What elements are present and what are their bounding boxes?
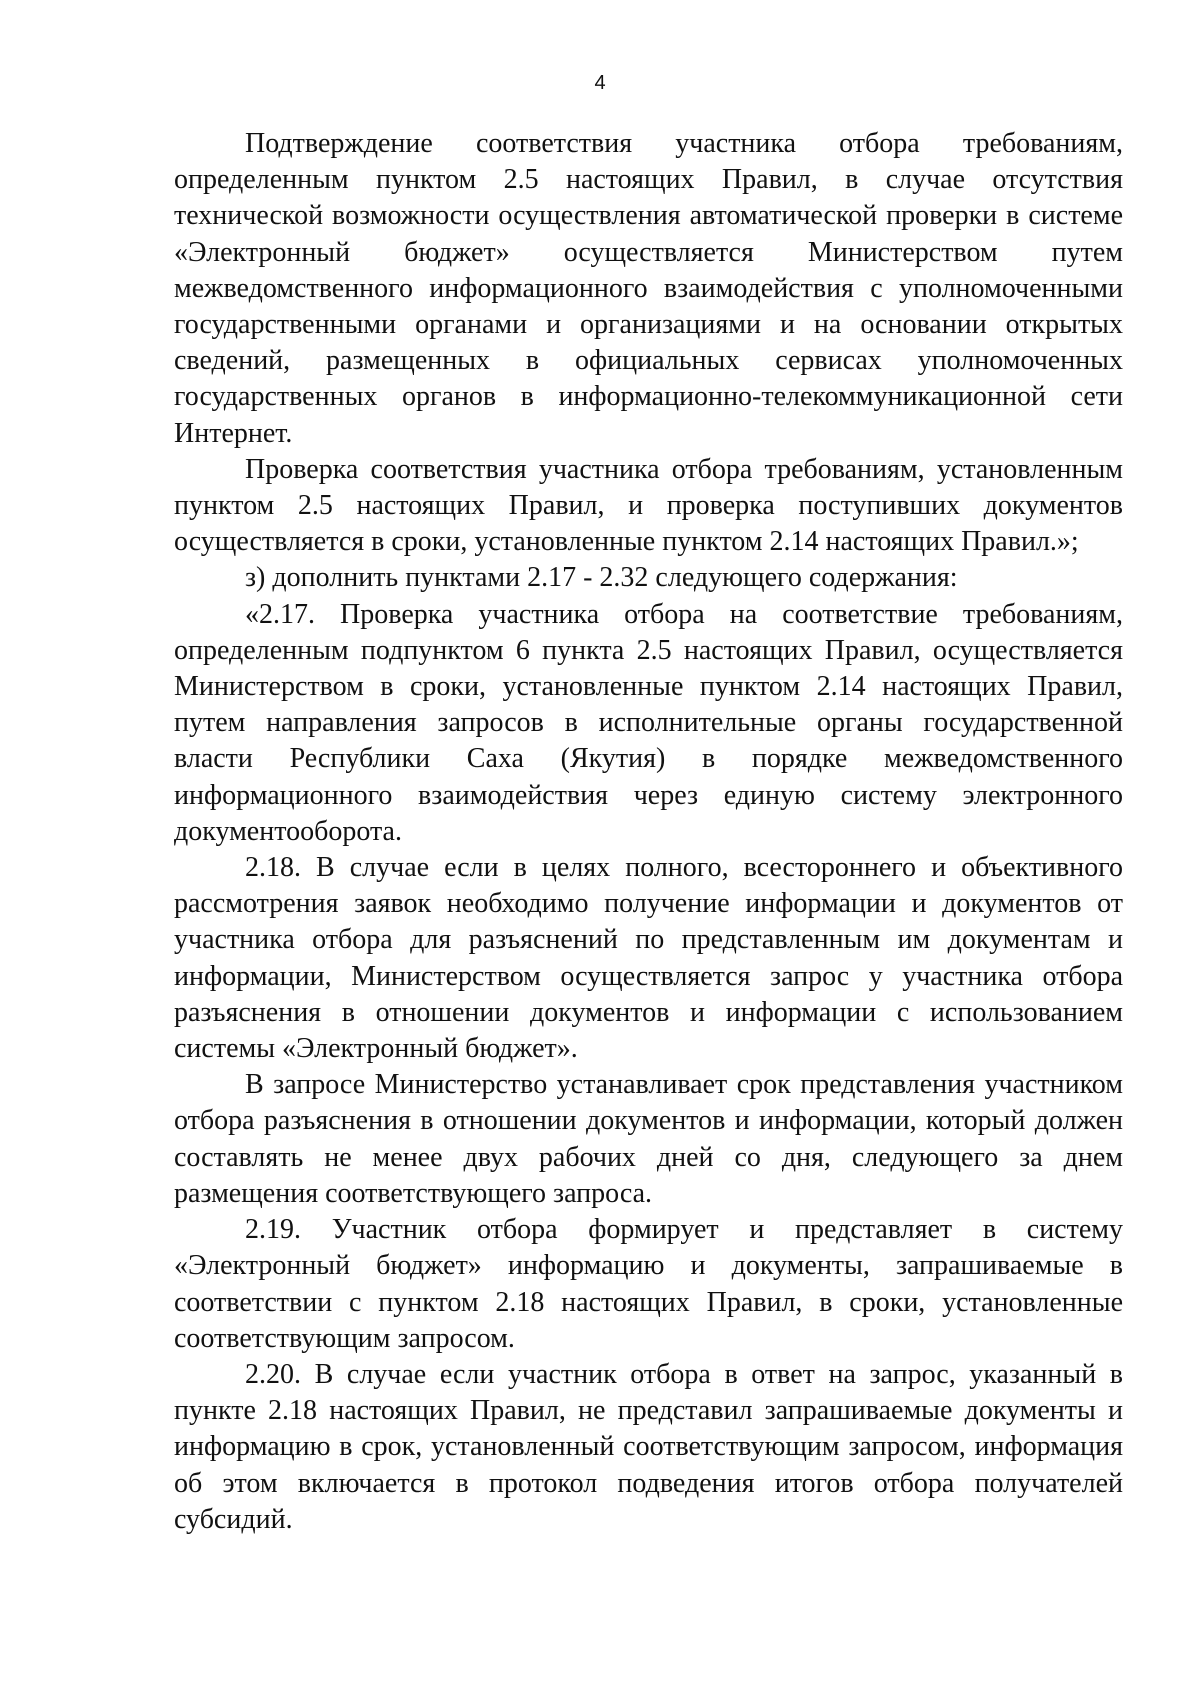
paragraph-2-17: «2.17. Проверка участника отбора на соответствие требованиям, определенным подпунктом 6 пункта 2.5 настоящих Правил, осуществляется Министерством в сроки, установленные пунктом 2.14 настоящих Правил, путем направления запросов в исполнительные органы государственной власти Республики Саха (Якутия) в порядке межведомственного информационного взаимодействия через единую систему электронного документооборота.: [174, 598, 1123, 847]
paragraph-confirmation: Подтверждение соответствия участника отбора требованиям, определенным пунктом 2.5 настоящих Правил, в случае отсутствия технической возможности осуществления автоматической проверки в системе «Электронный бюджет» осуществляется Министерством путем межведомственного информационного взаимодействия с уполномоченными государственными органами и организациями и на основании открытых сведений, размещенных в официальных сервисах уполномоченных государственных органов в информационно-телекоммуникационной сети Интернет.: [174, 128, 1123, 449]
page-number: 4: [594, 72, 606, 94]
paragraph-amendment-z: з) дополнить пунктами 2.17 - 2.32 следующего содержания:: [245, 562, 958, 594]
paragraph-request-deadline: В запросе Министерство устанавливает срок представления участником отбора разъяснения в отношении документов и информации, который должен составлять не менее двух рабочих дней со дня, следующего за днем размещения соответствующего запроса.: [174, 1069, 1123, 1209]
paragraph-2-19: 2.19. Участник отбора формирует и представляет в систему «Электронный бюджет» информацию и документы, запрашиваемые в соответствии с пунктом 2.18 настоящих Правил, в сроки, установленные соответствующим запросом.: [174, 1214, 1123, 1354]
paragraph-2-20: 2.20. В случае если участник отбора в ответ на запрос, указанный в пункте 2.18 настоящих Правил, не представил запрашиваемые документы и информацию в срок, установленный соответствующим запросом, информация об этом включается в протокол подведения итогов отбора получателей субсидий.: [174, 1358, 1123, 1535]
paragraph-2-18: 2.18. В случае если в целях полного, всестороннего и объективного рассмотрения заявок необходимо получение информации и документов от участника отбора для разъяснений по представленным им документам и информации, Министерством осуществляется запрос у участника отбора разъяснения в отношении документов и информации с использованием системы «Электронный бюджет».: [174, 852, 1123, 1065]
document-body: [174, 126, 1123, 1538]
paragraph-verification: Проверка соответствия участника отбора требованиям, установленным пунктом 2.5 настоящих Правил, и проверка поступивших документов осуществляется в сроки, установленные пунктом 2.14 настоящих Правил.»;: [174, 453, 1123, 558]
